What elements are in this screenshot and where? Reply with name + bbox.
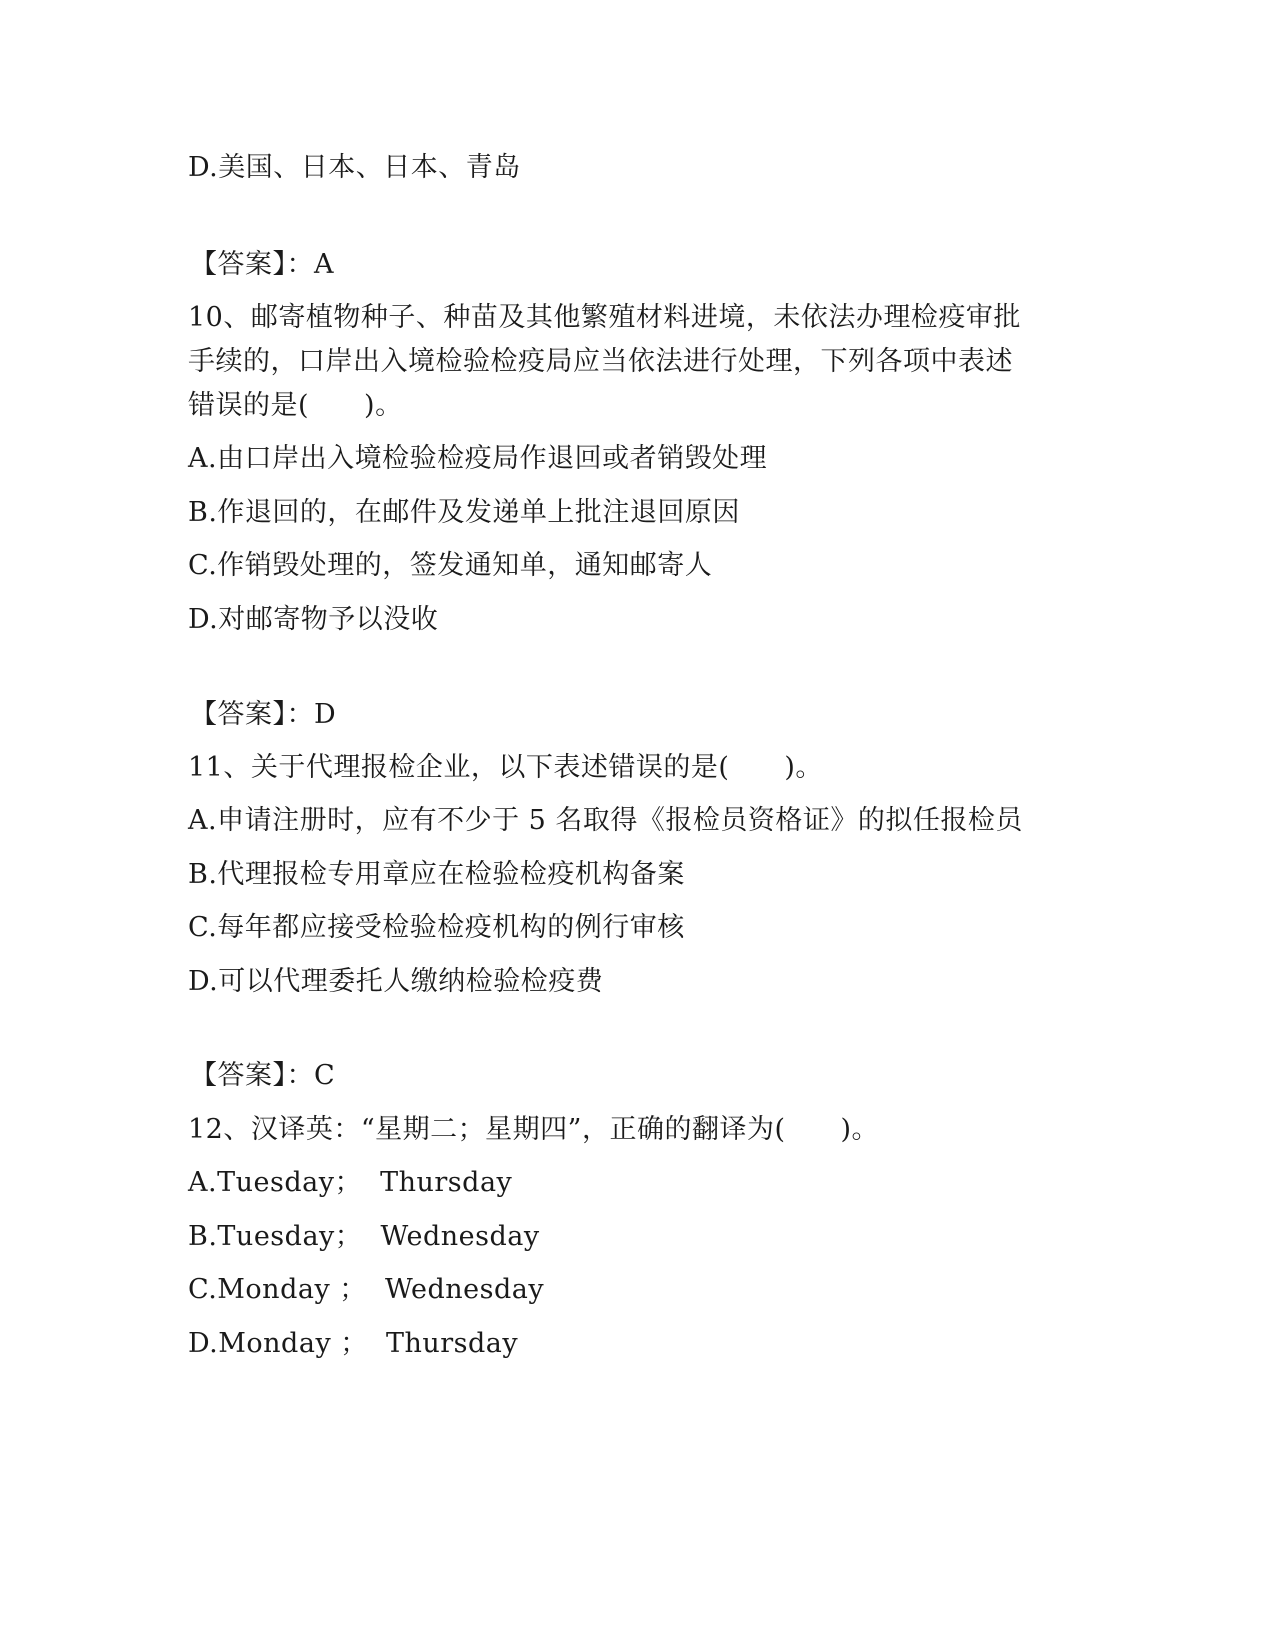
q10-stem-line2: 手续的，口岸出入境检验检疫局应当依法进行处理，下列各项中表述: [188, 346, 1013, 377]
q12-option-a: A.Tuesday； Thursday: [188, 1167, 513, 1198]
q9-option-d: D.美国、日本、日本、青岛: [188, 152, 521, 183]
q10-stem-line3: 错误的是( )。: [188, 390, 403, 421]
q10-option-c: C.作销毁处理的，签发通知单，通知邮寄人: [188, 550, 713, 581]
q12-stem: 12、汉译英：“星期二；星期四”，正确的翻译为( )。: [188, 1114, 880, 1145]
q11-stem: 11、关于代理报检企业，以下表述错误的是( )。: [188, 752, 823, 783]
q12-option-d: D.Monday ； Thursday: [188, 1328, 519, 1359]
q11-option-d: D.可以代理委托人缴纳检验检疫费: [188, 966, 604, 997]
q11-answer: 【答案】：C: [190, 1060, 336, 1091]
q12-option-b: B.Tuesday； Wednesday: [188, 1221, 540, 1252]
q10-answer: 【答案】：D: [190, 699, 337, 730]
q9-answer: 【答案】：A: [190, 249, 334, 280]
q10-stem-line1: 10、邮寄植物种子、种苗及其他繁殖材料进境，未依法办理检疫审批: [188, 302, 1021, 333]
q11-option-a: A.申请注册时，应有不少于 5 名取得《报检员资格证》的拟任报检员: [188, 805, 1023, 836]
q10-option-a: A.由口岸出入境检验检疫局作退回或者销毁处理: [188, 443, 768, 474]
q10-option-b: B.作退回的，在邮件及发递单上批注退回原因: [188, 497, 740, 528]
q12-option-c: C.Monday ； Wednesday: [188, 1274, 545, 1305]
q11-option-c: C.每年都应接受检验检疫机构的例行审核: [188, 912, 685, 943]
q10-option-d: D.对邮寄物予以没收: [188, 604, 439, 635]
q11-option-b: B.代理报检专用章应在检验检疫机构备案: [188, 859, 685, 890]
